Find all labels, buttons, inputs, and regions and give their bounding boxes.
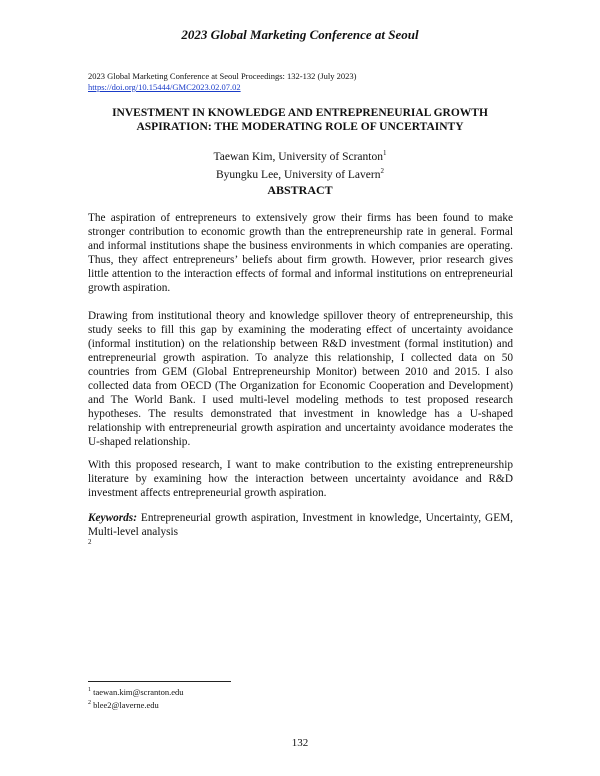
author-2 [0,164,600,182]
title-line-2: ASPIRATION: THE MODERATING ROLE OF UNCERTAINTY [136,121,464,133]
citation-block [88,71,518,93]
footnote-2 [88,698,184,711]
page-number: 132 [291,737,309,749]
author-1 [0,146,600,164]
footnote-1-mark: 1 [88,687,91,693]
author-list [0,146,600,182]
running-header: 2023 Global Marketing Conference at Seoul [181,27,419,42]
keywords [88,511,513,539]
abstract-paragraph-2: Drawing from institutional theory and knowledge spillover theory of entrepreneurship, this study seeks to fill this gap by examining the moderating effect of uncertainty avoidance (informal institution) on the relationship between R&D investment (formal institution) and entrepreneurial growth aspiration. To analyze this relationship, I collected data on 50 countries from GEM (Global Entrepreneurship Monitor) between 2010 and 2015. I also collected data from OECD (The Organization for Economic Cooperation and Development) and The World Bank. I used multi-level modeling methods to test proposed research hypotheses. The results demonstrated that investment in knowledge has a U-shaped relationship with entrepreneurial growth aspiration and uncertainty avoidance moderates the U-shaped relationship. [88,310,513,448]
abstract-heading: ABSTRACT [267,183,333,197]
citation-line: 2023 Global Marketing Conference at Seoul Proceedings: 132-132 (July 2023) [88,71,357,81]
footnote-1 [88,685,184,698]
author-2-footnote-mark: 2 [380,166,384,175]
footnotes [88,685,184,711]
footnote-divider [88,681,231,682]
author-1-name: Taewan Kim, University of Scranton [213,150,383,163]
footnote-2-mark: 2 [88,699,91,706]
author-2-name: Byungku Lee, University of Lavern [216,168,381,181]
title-line-1: INVESTMENT IN KNOWLEDGE AND ENTREPRENEURIAL GROWTH [112,107,488,119]
footnote-2-email: blee2@laverne.edu [91,699,159,710]
keywords-text: Entrepreneurial growth aspiration, Investment in knowledge, Uncertainty, GEM, Multi-level analysis [88,512,513,538]
author-1-footnote-mark: 1 [382,149,387,157]
abstract-paragraph-1: The aspiration of entrepreneurs to extensively grow their firms has been found to make stronger contribution to economic growth than the entrepreneurship rate in general. Formal and informal institutions shape the business environments in which companies are operating. Thus, they affect entrepreneurs’ beliefs about firm growth. However, prior research gives little attention to the interaction effects of formal and informal institutions on entrepreneurial growth aspiration. [88,212,513,294]
doi-link[interactable]: https://doi.org/10.15444/GMC2023.02.07.02 [88,82,241,92]
footnote-1-email: taewan.kim@scranton.edu [91,686,184,697]
keywords-label: Keywords: [88,512,137,524]
abstract-paragraph-3: With this proposed research, I want to make contribution to the existing entrepreneurship literature by examining how the interaction between uncertainty avoidance and R&D investment affects entrepreneurial growth aspiration. [88,459,513,499]
stray-footnote-mark: 2 [88,538,92,546]
paper-title [60,106,540,134]
